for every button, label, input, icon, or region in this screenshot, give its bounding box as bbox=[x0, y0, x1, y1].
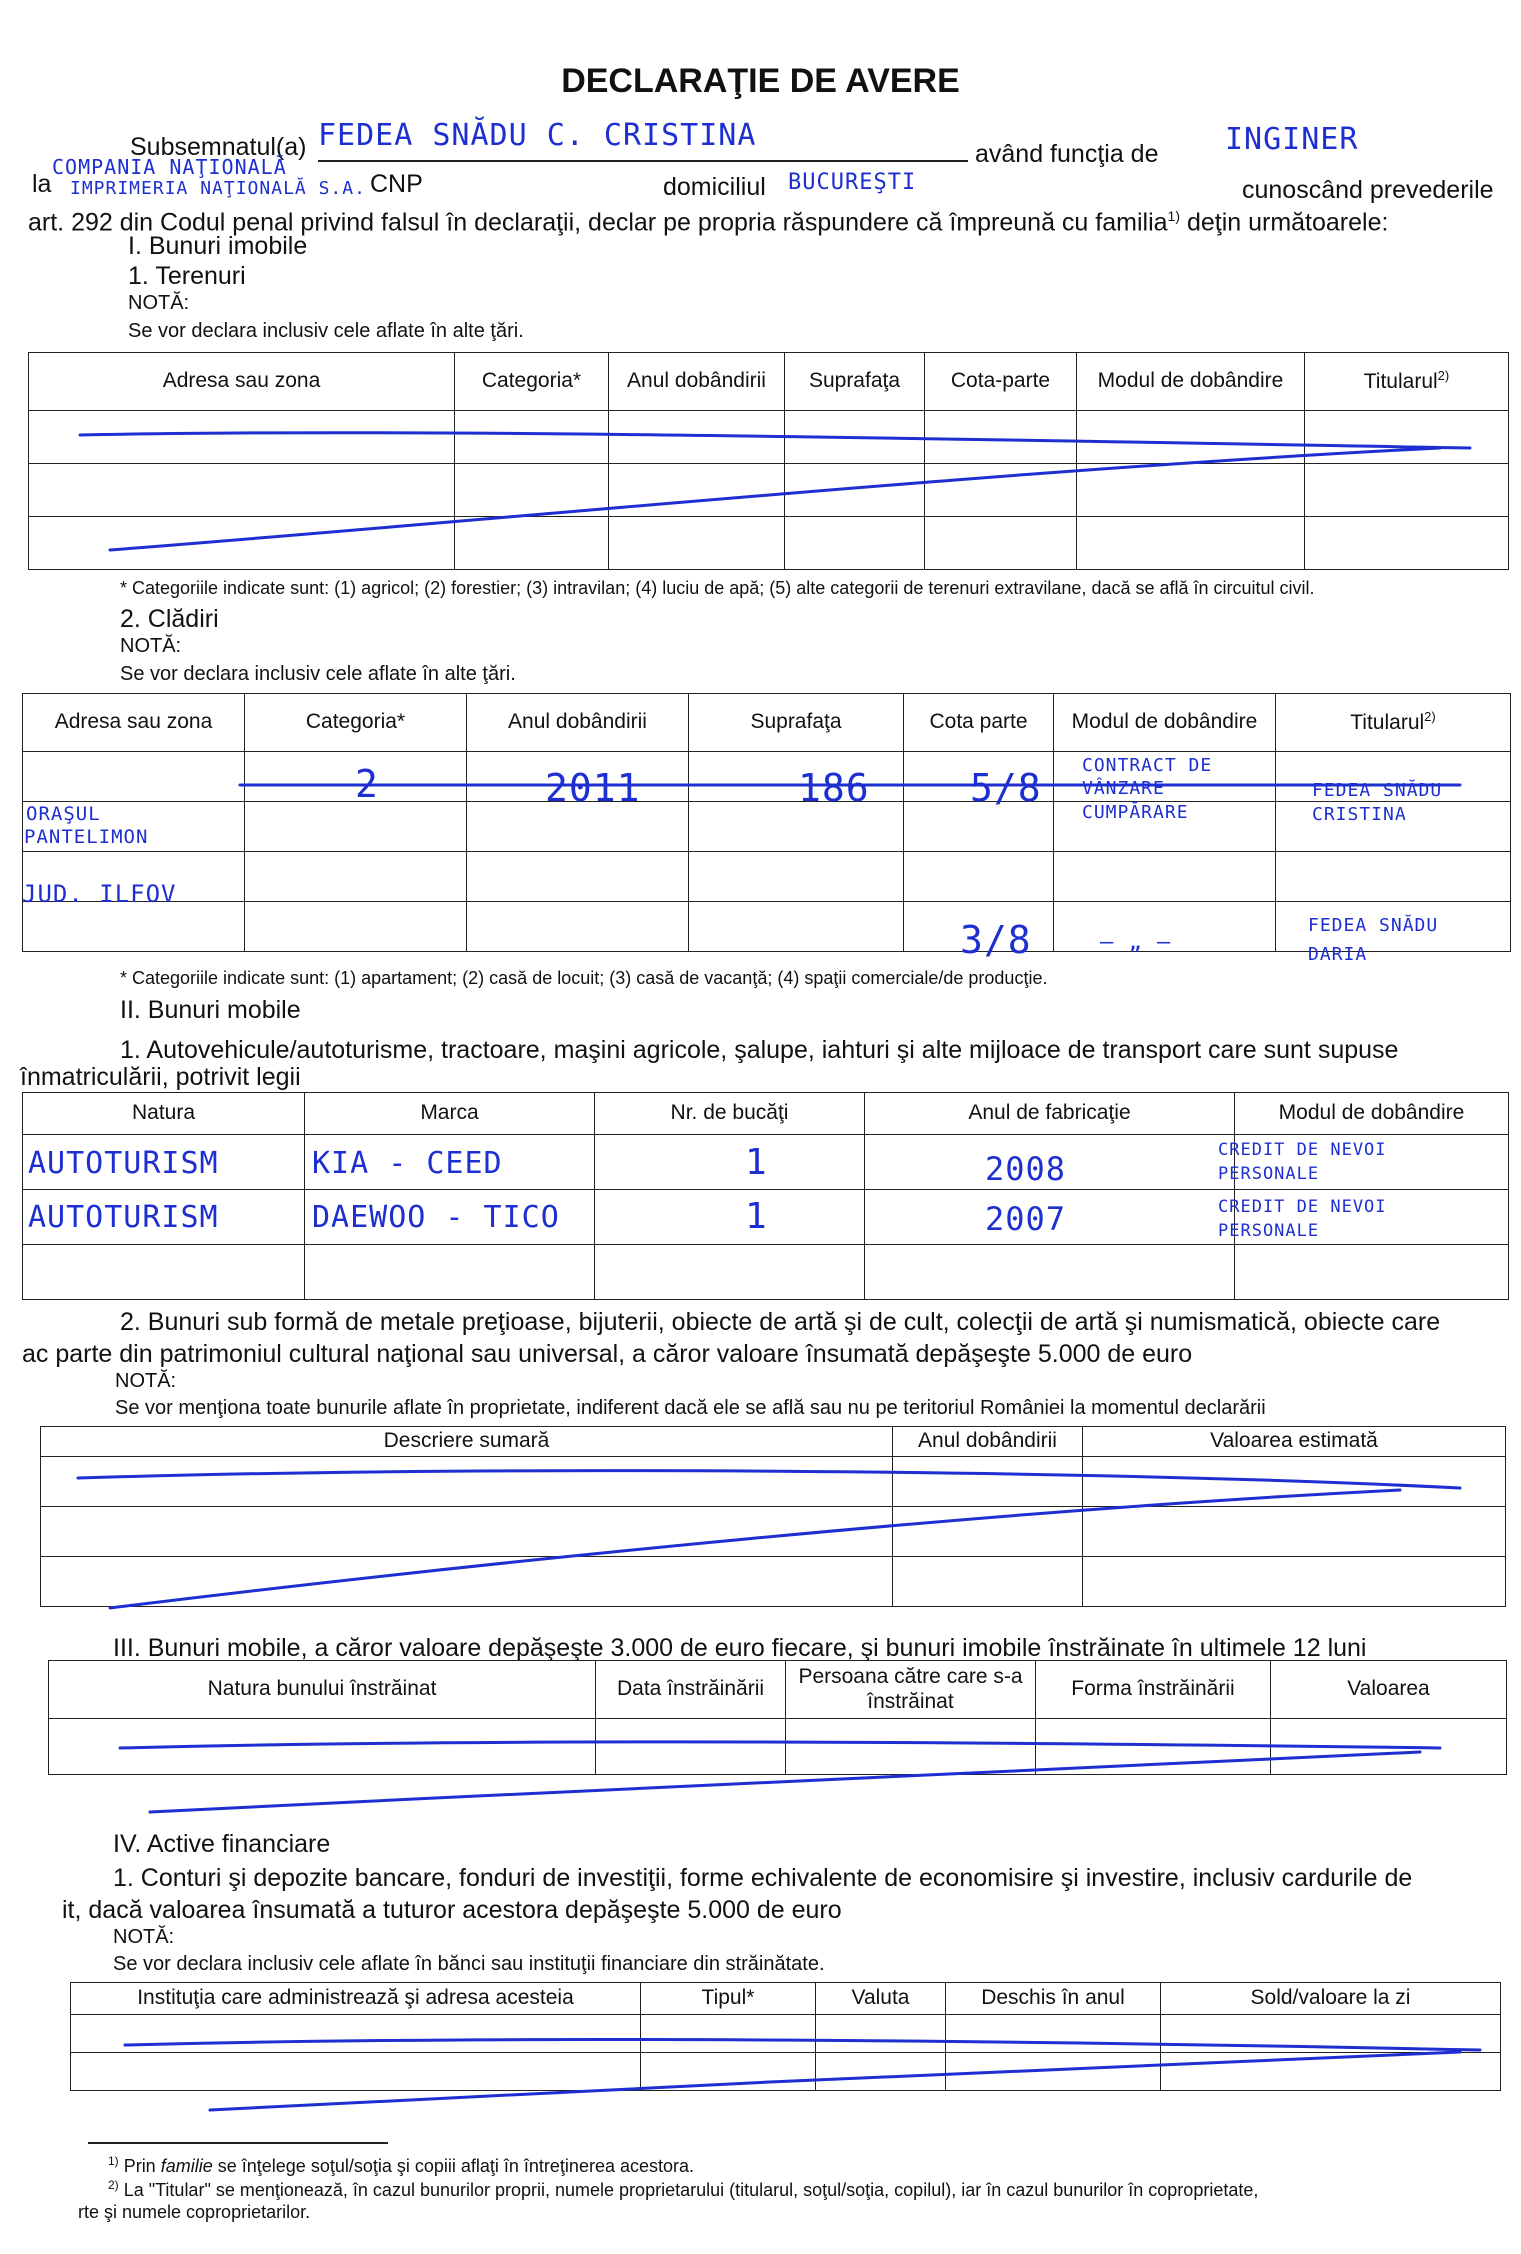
vehicle-2-brand: DAEWOO - TICO bbox=[312, 1200, 560, 1235]
header-address: Adresa sau zona bbox=[23, 694, 245, 752]
company-line-2: IMPRIMERIA NAŢIONALĂ S.A. bbox=[70, 178, 366, 199]
domicile-value: BUCUREŞTI bbox=[788, 170, 917, 195]
building-mode-2: VÂNZARE bbox=[1082, 778, 1165, 799]
header-form: Forma înstrăinării bbox=[1036, 1661, 1271, 1719]
table-row bbox=[49, 1719, 1507, 1775]
vehicle-2-year: 2007 bbox=[985, 1200, 1067, 1238]
land-table bbox=[28, 352, 1509, 570]
header-share: Cota parte bbox=[904, 694, 1054, 752]
vehicles-intro-1: 1. Autovehicule/autoturisme, tractoare, maşini agricole, şalupe, iahturi şi alte mijloace de transport care sunt supuse bbox=[120, 1036, 1399, 1064]
header-type: Tipul* bbox=[641, 1983, 816, 2015]
valuables-table bbox=[40, 1426, 1506, 1607]
building-share-1: 5/8 bbox=[970, 766, 1042, 810]
table-row bbox=[29, 517, 1509, 570]
table-row bbox=[29, 411, 1509, 464]
nota-label: NOTĂ: bbox=[128, 292, 190, 314]
vehicle-1-mode-1: CREDIT DE NEVOI bbox=[1218, 1140, 1387, 1160]
company-line-1: COMPANIA NAŢIONALĂ bbox=[52, 155, 287, 179]
building-owner-2a: FEDEA SNĂDU bbox=[1308, 915, 1439, 936]
alienated-table bbox=[48, 1660, 1507, 1775]
nota-label: NOTĂ: bbox=[113, 1926, 175, 1948]
header-currency: Valuta bbox=[816, 1983, 946, 2015]
table-row bbox=[41, 1507, 1506, 1557]
nota-text: Se vor menţiona toate bunurile aflate în proprietate, indiferent dacă ele se află sau nu pe teritoriul României la momentul declarării bbox=[115, 1397, 1266, 1419]
footnote-2-cont: rte şi numele coproprietarilor. bbox=[78, 2202, 311, 2222]
name-dotted-line bbox=[318, 160, 968, 162]
building-mode-ditto: — „ — bbox=[1100, 930, 1172, 955]
header-value: Valoarea bbox=[1271, 1661, 1507, 1719]
table-row bbox=[23, 802, 1511, 852]
header-nature: Natura bunului înstrăinat bbox=[49, 1661, 596, 1719]
footnote-2: $^{2)}$ La "Titular" se menţionează, în cazul bunurilor proprii, numele proprietarului (titularul, soţul/soţia, copilul), iar în cazul bunurilor în coproprietate, bbox=[108, 2178, 1259, 2200]
header-share: Cota-parte bbox=[925, 353, 1077, 411]
vehicle-2-mode-1: CREDIT DE NEVOI bbox=[1218, 1197, 1387, 1217]
header-category: Categoria* bbox=[455, 353, 609, 411]
header-year: Anul de fabricaţie bbox=[865, 1093, 1235, 1135]
nota-label: NOTĂ: bbox=[120, 635, 182, 657]
function-label: având funcţia de bbox=[975, 140, 1159, 168]
accounts-table bbox=[70, 1982, 1501, 2091]
table-row bbox=[41, 1557, 1506, 1607]
header-owner: Titularul$^{2)}$ bbox=[1276, 694, 1511, 752]
la-label: la bbox=[32, 170, 52, 198]
building-owner-1a: FEDEA SNĂDU bbox=[1312, 780, 1443, 801]
domicile-label: domiciliul bbox=[663, 173, 766, 201]
table-row bbox=[71, 2053, 1501, 2091]
footnote-1: $^{1)}$ Prin familie se înţelege soţul/soţia şi copiii aflaţi în întreţinerea acestora. bbox=[108, 2154, 695, 2176]
table-row bbox=[71, 2015, 1501, 2053]
header-nature: Natura bbox=[23, 1093, 305, 1135]
valuables-intro-1: 2. Bunuri sub formă de metale preţioase, bijuterii, obiecte de artă şi de cult, colecţii de artă şi numismatică, obiecte care bbox=[120, 1308, 1441, 1336]
building-owner-2b: DARIA bbox=[1308, 944, 1368, 965]
land-footnote: * Categoriile indicate sunt: (1) agricol; (2) forestier; (3) intravilan; (4) luciu de apă; (5) alte categorii de terenuri extravilane, dacă se află în circuitul civil. bbox=[120, 578, 1315, 598]
buildings-footnote: * Categoriile indicate sunt: (1) apartament; (2) casă de locuit; (3) casă de vacanţă; (4) spaţii comerciale/de producţie. bbox=[120, 968, 1048, 988]
vehicle-1-count: 1 bbox=[745, 1142, 768, 1183]
header-mode: Modul de dobândire bbox=[1077, 353, 1305, 411]
header-area: Suprafaţa bbox=[785, 353, 925, 411]
header-mode: Modul de dobândire bbox=[1235, 1093, 1509, 1135]
header-date: Data înstrăinării bbox=[596, 1661, 786, 1719]
knowing-text: cunoscând prevederile bbox=[1242, 176, 1494, 204]
subsemnatul-label: Subsemnatul(a) bbox=[130, 133, 307, 161]
subsection-cladiri: 2. Clădiri bbox=[120, 605, 219, 633]
building-year: 2011 bbox=[545, 766, 641, 810]
vehicles-intro-2: înmatriculării, potrivit legii bbox=[20, 1063, 301, 1091]
vehicle-1-year: 2008 bbox=[985, 1150, 1067, 1188]
table-row bbox=[23, 852, 1511, 902]
table-row bbox=[29, 464, 1509, 517]
header-year: Anul dobândirii bbox=[893, 1427, 1083, 1457]
valuables-intro-2: ac parte din patrimoniul cultural naţional sau universal, a căror valoare însumată depăşeşte 5.000 de euro bbox=[22, 1340, 1193, 1368]
table-row bbox=[41, 1457, 1506, 1507]
building-share-2: 3/8 bbox=[960, 918, 1032, 962]
table-row bbox=[23, 902, 1511, 952]
table-row bbox=[23, 1245, 1509, 1300]
building-mode-3: CUMPĂRARE bbox=[1082, 802, 1189, 823]
nota-text: Se vor declara inclusiv cele aflate în alte ţări. bbox=[128, 320, 524, 342]
header-year: Anul dobândirii bbox=[467, 694, 689, 752]
page-title: DECLARAŢIE DE AVERE bbox=[561, 62, 960, 100]
header-person: Persoana către care s-a înstrăinat bbox=[786, 1661, 1036, 1719]
section-title-financial: IV. Active financiare bbox=[113, 1830, 331, 1858]
section-title-mobile: II. Bunuri mobile bbox=[120, 996, 301, 1024]
header-year: Anul dobândirii bbox=[609, 353, 785, 411]
financial-intro-1: 1. Conturi şi depozite bancare, fonduri de investiţii, forme echivalente de economisire şi investire, inclusiv cardurile de bbox=[113, 1864, 1413, 1892]
nota-label: NOTĂ: bbox=[115, 1370, 177, 1392]
header-opened: Deschis în anul bbox=[946, 1983, 1161, 2015]
building-mode-1: CONTRACT DE bbox=[1082, 755, 1213, 776]
vehicle-2-mode-2: PERSONALE bbox=[1218, 1221, 1320, 1241]
building-address-3: JUD. ILFOV bbox=[22, 880, 177, 908]
vehicle-1-mode-2: PERSONALE bbox=[1218, 1164, 1320, 1184]
header-area: Suprafaţa bbox=[689, 694, 904, 752]
header-address: Adresa sau zona bbox=[29, 353, 455, 411]
buildings-table bbox=[22, 693, 1511, 952]
cnp-label: CNP bbox=[370, 170, 423, 198]
header-mode: Modul de dobândire bbox=[1054, 694, 1276, 752]
header-brand: Marca bbox=[305, 1093, 595, 1135]
building-owner-1b: CRISTINA bbox=[1312, 804, 1407, 825]
table-row bbox=[23, 752, 1511, 802]
section-title-imobile: I. Bunuri imobile bbox=[128, 232, 308, 260]
declarant-function: INGINER bbox=[1225, 122, 1359, 157]
section-title-alienated: III. Bunuri mobile, a căror valoare depăşeşte 3.000 de euro fiecare, şi bunuri imobile înstrăinate în ultimele 12 luni bbox=[113, 1634, 1367, 1662]
declarant-name: FEDEA SNĂDU C. CRISTINA bbox=[318, 118, 757, 153]
subsection-terenuri: 1. Terenuri bbox=[128, 262, 246, 290]
vehicle-1-nature: AUTOTURISM bbox=[28, 1146, 219, 1181]
header-category: Categoria* bbox=[245, 694, 467, 752]
financial-intro-2: it, dacă valoarea însumată a tuturor acestora depăşeşte 5.000 de euro bbox=[62, 1896, 842, 1924]
header-owner: Titularul$^{2)}$ bbox=[1305, 353, 1509, 411]
header-value: Valoarea estimată bbox=[1083, 1427, 1506, 1457]
declaration-line: art. 292 din Codul penal privind falsul în declaraţii, declar pe propria răspundere că împreună cu familia$^{1)}$ deţin următoarele: bbox=[28, 208, 1389, 237]
header-institution: Instituţia care administrează şi adresa acesteia bbox=[71, 1983, 641, 2015]
building-address-2: PANTELIMON bbox=[24, 826, 149, 848]
vehicle-1-brand: KIA - CEED bbox=[312, 1146, 503, 1181]
building-area: 186 bbox=[798, 766, 870, 810]
header-description: Descriere sumară bbox=[41, 1427, 893, 1457]
vehicle-2-nature: AUTOTURISM bbox=[28, 1200, 219, 1235]
footnote-rule bbox=[88, 2142, 388, 2144]
building-address-1: ORAŞUL bbox=[26, 803, 101, 825]
vehicle-2-count: 1 bbox=[745, 1196, 768, 1237]
building-category: 2 bbox=[355, 762, 379, 806]
header-count: Nr. de bucăţi bbox=[595, 1093, 865, 1135]
header-balance: Sold/valoare la zi bbox=[1161, 1983, 1501, 2015]
nota-text: Se vor declara inclusiv cele aflate în alte ţări. bbox=[120, 663, 516, 685]
nota-text: Se vor declara inclusiv cele aflate în bănci sau instituţii financiare din străinătate. bbox=[113, 1953, 825, 1975]
